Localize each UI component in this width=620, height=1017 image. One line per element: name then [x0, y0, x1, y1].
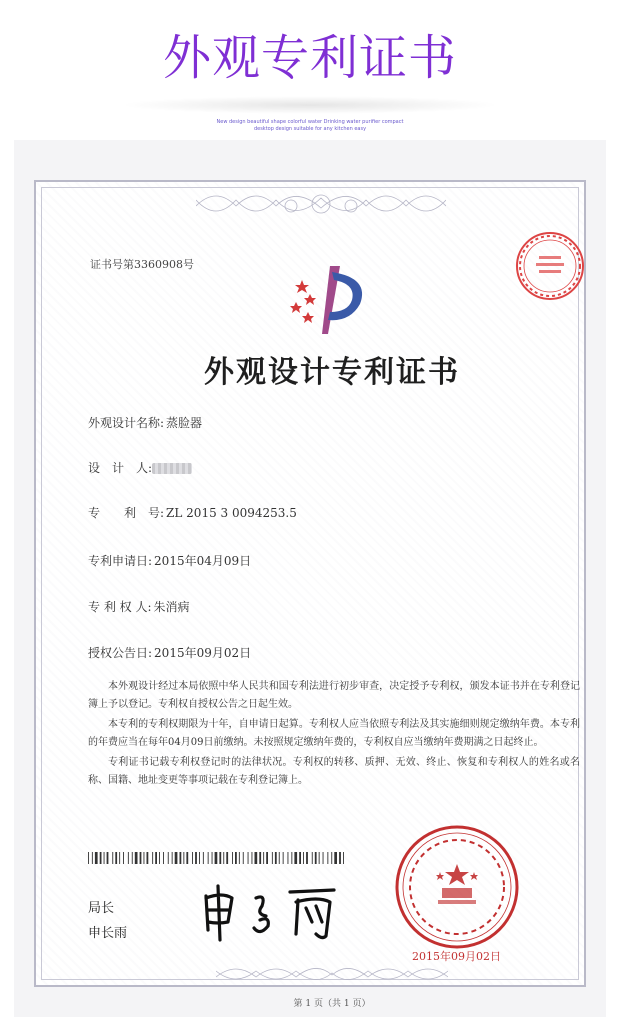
banner-title: 外观专利证书	[162, 30, 457, 86]
tagline-line-1: New design beautiful shape colorful water Drinking water purifier compact	[216, 119, 404, 125]
tagline-line-2: desktop design suitable for any kitchen easy	[253, 126, 367, 132]
banner-shadow	[120, 96, 500, 114]
patent-number-value: ZL 2015 3 0094253.5	[166, 506, 297, 520]
filing-date-label: 专利申请日:	[88, 554, 153, 568]
certificate-body	[88, 678, 580, 789]
grant-date-value: 2015年09月02日	[154, 646, 252, 660]
filing-date-value: 2015年04月09日	[154, 554, 252, 568]
page-footer: 第 1 页（共 1 页）	[293, 999, 371, 1009]
certificate-heading: 外观设计专利证书	[204, 355, 460, 390]
national-seal-icon	[392, 822, 522, 952]
body-paragraph-1: 本外观设计经过本局依照中华人民共和国专利法进行初步审查，决定授予专利权，颁发本证书并在专利登记簿上予以登记。专利权自授权公告之日起生效。	[88, 681, 580, 710]
barcode-icon	[88, 852, 344, 864]
certificate-sheet	[14, 140, 606, 1017]
top-ornament-icon	[196, 192, 446, 228]
filing-date-field	[88, 552, 251, 569]
director-name: 申长雨	[88, 926, 128, 941]
seal-date: 2015年09月02日	[412, 950, 501, 963]
patent-number-label: 专 利 号:	[88, 506, 165, 520]
redacted-designer	[152, 463, 192, 474]
certificate-frame	[34, 180, 586, 1009]
patentee-value: 朱消病	[153, 600, 190, 614]
body-paragraph-3: 专利证书记载专利权登记时的法律状况。专利权的转移、质押、无效、终止、恢复和专利权人的姓名或名称、国籍、地址变更等事项记载在专利登记簿上。	[88, 757, 580, 786]
director-signature-icon	[198, 882, 348, 942]
bottom-ornament-icon	[216, 961, 448, 985]
design-name-label: 外观设计名称:	[88, 416, 165, 430]
patentee-label: 专 利 权 人:	[88, 600, 152, 614]
design-name-value: 蒸脸器	[166, 416, 203, 430]
body-paragraph-2: 本专利的专利权期限为十年，自申请日起算。专利权人应当依照专利法及其实施细则规定缴纳年费。本专利的年费应当在每年04月09日前缴纳。未按照规定缴纳年费的，专利权自应当缴纳年费期满之日起终止。	[88, 719, 580, 748]
patentee-field	[88, 598, 190, 615]
grant-date-field	[88, 644, 251, 661]
banner-tagline	[190, 119, 430, 133]
patent-office-emblem-icon	[288, 262, 378, 342]
grant-date-label: 授权公告日:	[88, 646, 153, 660]
design-name-field	[88, 414, 202, 431]
director-title: 局长	[88, 901, 115, 916]
designer-field	[88, 459, 192, 476]
designer-label: 设 计 人:	[88, 461, 153, 475]
patent-number-field	[88, 504, 297, 521]
certificate-number: 证书号第3360908号	[90, 258, 194, 271]
agency-stamp-icon	[514, 230, 586, 302]
